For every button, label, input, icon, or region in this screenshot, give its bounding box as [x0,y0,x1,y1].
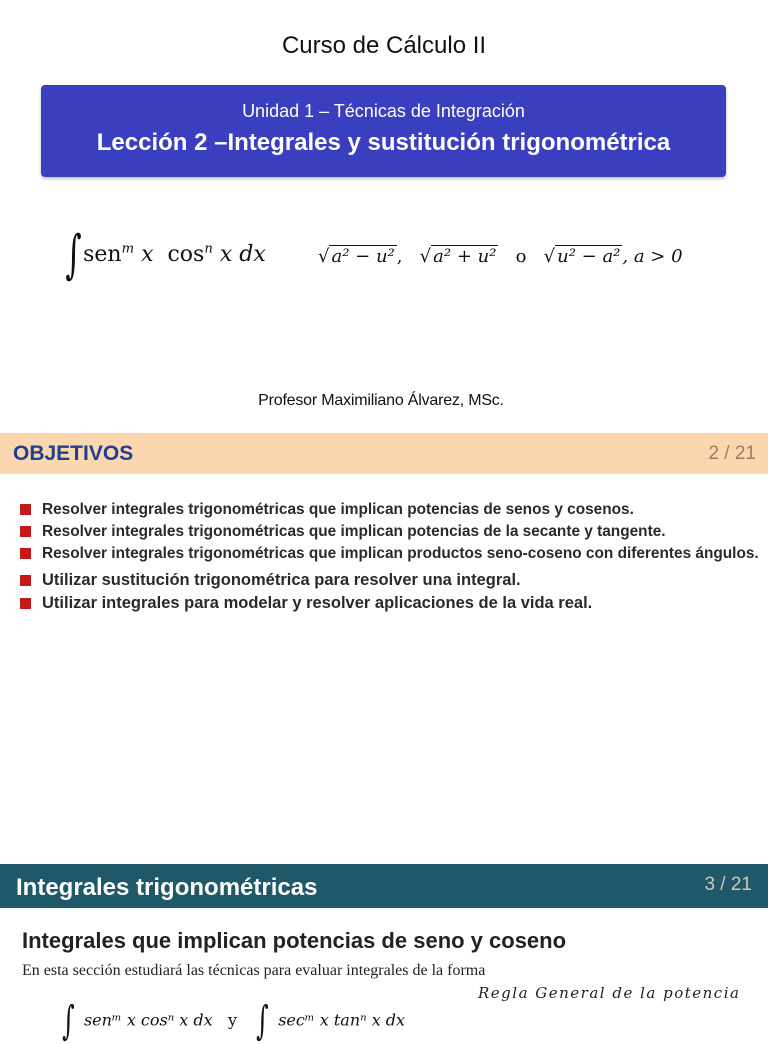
exponent-n: n [204,241,213,257]
lesson-title: Lección 2 –Integrales y sustitución trigonométrica [96,129,671,156]
objective-item: Resolver integrales trigonométricas que implican productos seno-coseno con diferentes ángulos. [20,543,760,564]
radical-1: √ a² − u² [318,246,395,267]
variable-x: x [134,242,168,267]
sen-term: sen [83,242,122,267]
objective-item: Utilizar integrales para modelar y resolver aplicaciones de la vida real. [20,593,760,614]
radical-condition: , a > 0 [622,246,683,267]
integral-formula [60,225,266,285]
objectives-list [20,499,760,615]
bullet-icon [20,504,31,515]
radical-separator: , [396,246,403,267]
integral-sign: ∫ [256,998,269,1044]
objective-item: Resolver integrales trigonométricas que implican potencias de senos y cosenos. [20,499,760,520]
or-word: o [515,246,527,267]
bullet-icon [20,575,31,586]
and-word: y [227,1010,237,1030]
cos-term: cos [167,242,205,267]
radical-2: √ a² + u² [419,246,497,267]
trig-integrals-header [0,864,768,908]
course-title: Curso de Cálculo II [281,32,487,59]
objective-item: Utilizar sustitución trigonométrica para resolver una integral. [20,570,760,591]
unit-banner [41,85,726,177]
bullet-icon [20,548,31,559]
radical-expressions [318,246,683,267]
objectives-title: OBJETIVOS [13,442,134,465]
radical-3: √ u² − a² [543,246,621,267]
integral-sign: ∫ [65,225,82,285]
objectives-header [0,433,768,474]
handwritten-note: Regla General de la potencia [478,984,741,1002]
formula-sec-tan: secᵐ x tanⁿ x dx [278,1010,406,1030]
unit-subtitle: Unidad 1 – Técnicas de Integración [242,101,525,121]
bullet-icon [20,526,31,537]
professor-name: Profesor Maximiliano Álvarez, MSc. [258,392,504,409]
objective-item: Resolver integrales trigonométricas que implican potencias de la secante y tangente. [20,521,760,542]
formula-sen-cos: senᵐ x cosⁿ x dx [83,1010,213,1030]
bullet-icon [20,598,31,609]
page-number: 3 / 21 [704,874,752,895]
page-number: 2 / 21 [708,443,756,464]
section-heading: Integrales que implican potencias de seno y coseno [22,928,567,953]
integral-forms [58,998,405,1044]
trig-integrals-title: Integrales trigonométricas [16,874,318,901]
integral-sign: ∫ [62,998,75,1044]
variable-x-dx: x dx [212,242,266,267]
section-text: En esta sección estudiará las técnicas para evaluar integrales de la forma [22,962,486,979]
exponent-m: m [121,241,135,257]
